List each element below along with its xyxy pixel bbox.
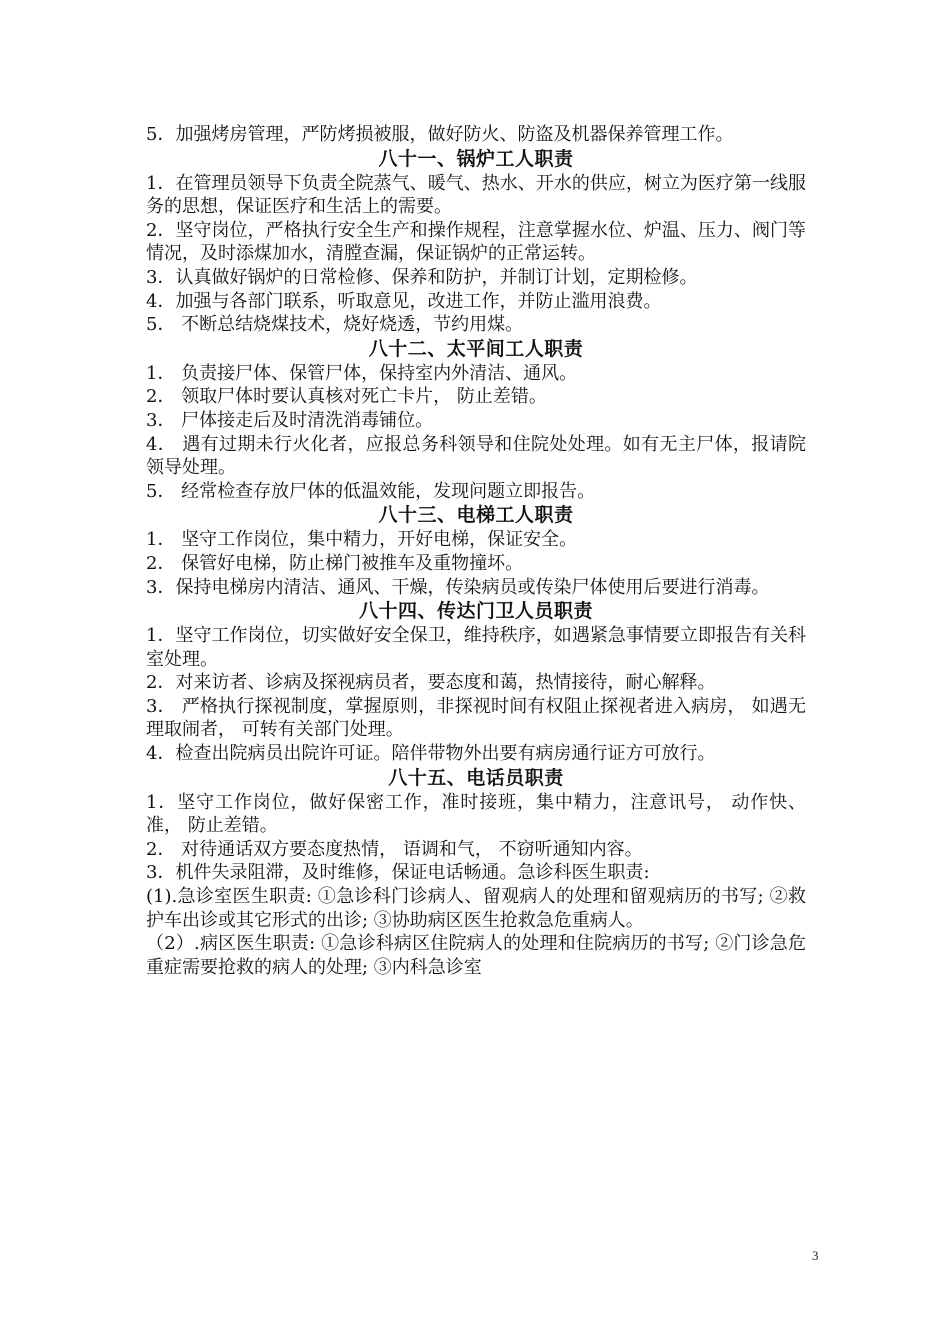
paragraph: 5．加强烤房管理，严防烤损被服，做好防火、防盗及机器保养管理工作。 bbox=[146, 124, 734, 145]
paragraph: (1).急诊室医生职责: ①急诊科门诊病人、留观病人的处理和留观病历的书写; ②救护车出诊或其它形式的出诊; ③协助病区医生抢救急危重病人。 bbox=[146, 886, 806, 931]
paragraph: 3． 尸体接走后及时清洗消毒铺位。 bbox=[146, 409, 434, 431]
section-heading: 八十一、锅炉工人职责 bbox=[378, 147, 574, 170]
paragraph: 3．机件失录阻滞，及时维修，保证电话畅通。急诊科医生职责: bbox=[146, 862, 650, 884]
paragraph: 1．坚守工作岗位，切实做好安全保卫，维持秩序，如遇紧急事情要立即报告有关科室处理。 bbox=[146, 625, 806, 670]
paragraph: 4．检查出院病员出院许可证。陪伴带物外出要有病房通行证方可放行。 bbox=[146, 743, 716, 765]
section-heading: 八十二、太平间工人职责 bbox=[368, 337, 584, 360]
section-heading: 八十五、电话员职责 bbox=[388, 766, 564, 789]
paragraph: 5． 经常检查存放尸体的低温效能，发现问题立即报告。 bbox=[146, 480, 596, 502]
paragraph: 3．认真做好锅炉的日常检修、保养和防护，并制订计划，定期检修。 bbox=[146, 266, 698, 288]
paragraph: 2．对来访者、诊病及探视病员者，要态度和蔼，热情接待，耐心解释。 bbox=[146, 672, 716, 694]
document-body bbox=[146, 123, 806, 979]
paragraph: 1．在管理员领导下负责全院蒸气、暖气、热水、开水的供应，树立为医疗第一线服务的思想，保证医疗和生活上的需要。 bbox=[146, 172, 806, 218]
paragraph: 2． 领取尸体时要认真核对死亡卡片， 防止差错。 bbox=[146, 386, 547, 408]
paragraph: 1． 负责接尸体、保管尸体，保持室内外清洁、通风。 bbox=[146, 362, 578, 384]
paragraph: 2． 保管好电梯，防止梯门被推车及重物撞坏。 bbox=[146, 552, 524, 574]
paragraph: 3． 严格执行探视制度，掌握原则，非探视时间有权阻止探视者进入病房， 如遇无理取闹者， 可转有关部门处理。 bbox=[146, 695, 806, 741]
paragraph: 1． 坚守工作岗位，集中精力，开好电梯，保证安全。 bbox=[146, 529, 578, 551]
section-heading: 八十三、电梯工人职责 bbox=[378, 504, 574, 527]
paragraph: （2）.病区医生职责: ①急诊科病区住院病人的处理和住院病历的书写; ②门诊急危重症需要抢救的病人的处理; ③内科急诊室 bbox=[146, 933, 806, 978]
paragraph: 1．坚守工作岗位，做好保密工作，准时接班，集中精力，注意讯号， 动作快、准， 防止差错。 bbox=[146, 791, 806, 837]
section-heading: 八十四、传达门卫人员职责 bbox=[358, 600, 593, 623]
paragraph: 4． 遇有过期未行火化者，应报总务科领导和住院处处理。如有无主尸体，报请院领导处理。 bbox=[146, 433, 806, 479]
paragraph: 5． 不断总结烧煤技术，烧好烧透，节约用煤。 bbox=[146, 314, 524, 336]
paragraph: 3．保持电梯房内清洁、通风、干燥，传染病员或传染尸体使用后要进行消毒。 bbox=[146, 576, 770, 598]
page-number: 3 bbox=[812, 1248, 819, 1263]
paragraph: 4．加强与各部门联系，听取意见，改进工作，并防止滥用浪费。 bbox=[146, 290, 662, 312]
paragraph: 2． 对待通话双方要态度热情， 语调和气， 不窃听通知内容。 bbox=[146, 838, 643, 860]
paragraph: 2．坚守岗位，严格执行安全生产和操作规程，注意掌握水位、炉温、压力、阀门等情况，及时添煤加水，清膛查漏，保证锅炉的正常运转。 bbox=[146, 219, 806, 265]
